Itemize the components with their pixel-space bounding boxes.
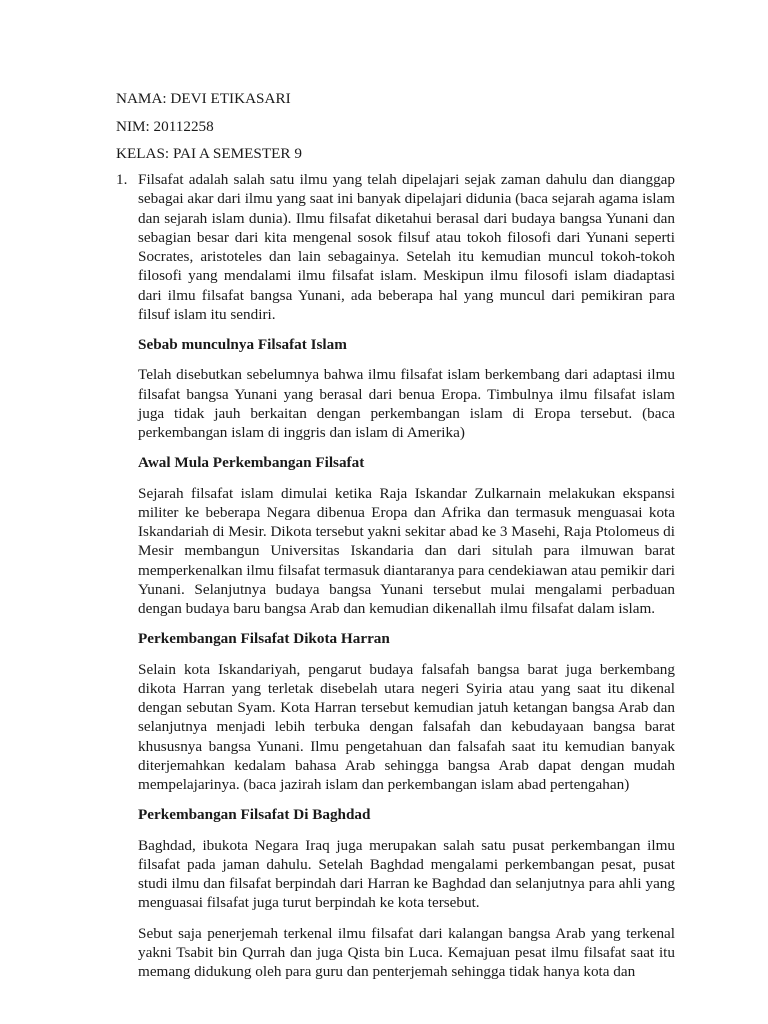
student-class: KELAS: PAI A SEMESTER 9 [116, 145, 302, 162]
section-heading: Awal Mula Perkembangan Filsafat [138, 454, 365, 472]
section-heading: Sebab munculnya Filsafat Islam [138, 336, 347, 353]
section-paragraph: Sejarah filsafat islam dimulai ketika Raja Iskandar Zulkarnain melakukan ekspansi militer ke beberapa Negara dibenua Eropa dan Afrika dan termasuk menguasai kota Iskandariah di Mesir. Dikota tersebut yakni sekitar abad ke 3 Masehi, Raja Ptolomeus di Mesir membangun Universitas Iskandaria dan dari situlah para ilmuwan barat memperkenalkan ilmu filsafat termasuk diantaranya para cendekiawan atau pemikir dari Yunani. Selanjutnya budaya bangsa Yunani tersebut mulai mengalami perbaduan dengan budaya baru bangsa Arab dan kemudian dikenallah ilmu filsafat dalam islam. [138, 484, 675, 617]
intro-paragraph: Filsafat adalah salah satu ilmu yang telah dipelajari sejak zaman dahulu dan dianggap sebagai akar dari ilmu yang saat ini banyak dipelajari didunia (baca sejarah agama islam dan sejarah islam dunia). Ilmu filsafat diketahui berasal dari budaya bangsa Yunani dan sebagian besar dari kita mengenal sosok filsuf atau tokoh filosofi dari Yunani seperti Socrates, aristoteles dan lain sebagainya. Setelah itu kemudian muncul tokoh-tokoh filosofi yang mendalami ilmu filsafat islam. Meskipun ilmu filosofi islam diadaptasi dari ilmu filsafat bangsa Yunani, ada beberapa hal yang muncul dari pemikiran para filsuf islam itu sendiri. [138, 171, 675, 323]
section-harran [138, 629, 675, 794]
section-awal-mula [138, 453, 675, 618]
section-sebab-munculnya [138, 335, 675, 442]
section-paragraph: Sebut saja penerjemah terkenal ilmu filsafat dari kalangan bangsa Arab yang terkenal yakni Tsabit bin Qurrah dan juga Qista bin Luca. Kemajuan pesat ilmu filsafat saat itu memang didukung oleh para guru dan penterjemah sehingga tidak hanya kota dan [138, 924, 675, 980]
section-paragraph: Baghdad, ibukota Negara Iraq juga merupakan salah satu pusat perkembangan ilmu filsafat pada jaman dahulu. Setelah Baghdad mengalami perkembangan pesat, pusat studi ilmu dan filsafat berpindah dari Harran ke Baghdad dan selanjutnya para ahli yang menguasai filsafat juga turut berpindah ke kota tersebut. [138, 836, 675, 912]
section-heading: Perkembangan Filsafat Di Baghdad [138, 806, 371, 824]
student-nim: NIM: 20112258 [116, 118, 214, 135]
section-baghdad [138, 805, 675, 981]
list-item-number: 1. [116, 171, 128, 188]
student-name: NAMA: DEVI ETIKASARI [116, 90, 291, 107]
section-heading: Perkembangan Filsafat Dikota Harran [138, 630, 390, 648]
section-paragraph: Telah disebutkan sebelumnya bahwa ilmu filsafat islam berkembang dari adaptasi ilmu filsafat bangsa Yunani yang berasal dari benua Eropa. Timbulnya ilmu filsafat islam juga tidak jauh berkaitan dengan perkembangan islam di Eropa tersebut. (baca perkembangan islam di inggris dan islam di Amerika) [138, 366, 675, 441]
section-paragraph: Selain kota Iskandariyah, pengarut budaya falsafah bangsa barat juga berkembang dikota Harran yang terletak disebelah utara negeri Syiria atau yang saat itu dikenal dengan sebutan Syam. Kota Harran tersebut kemudian jatuh ketangan bangsa Arab dan selanjutnya menjadi lebih terbuka dengan falsafah dan kebudayaan bangsa barat khususnya bangsa Yunani. Ilmu pengetahuan dan falsafah saat itu kemudian banyak diterjemahkan kedalam bahasa Arab sehingga bangsa Arab dapat dengan mudah mempelajarinya. (baca jazirah islam dan perkembangan islam abad pertengahan) [138, 660, 675, 793]
list-item-content [138, 170, 675, 992]
